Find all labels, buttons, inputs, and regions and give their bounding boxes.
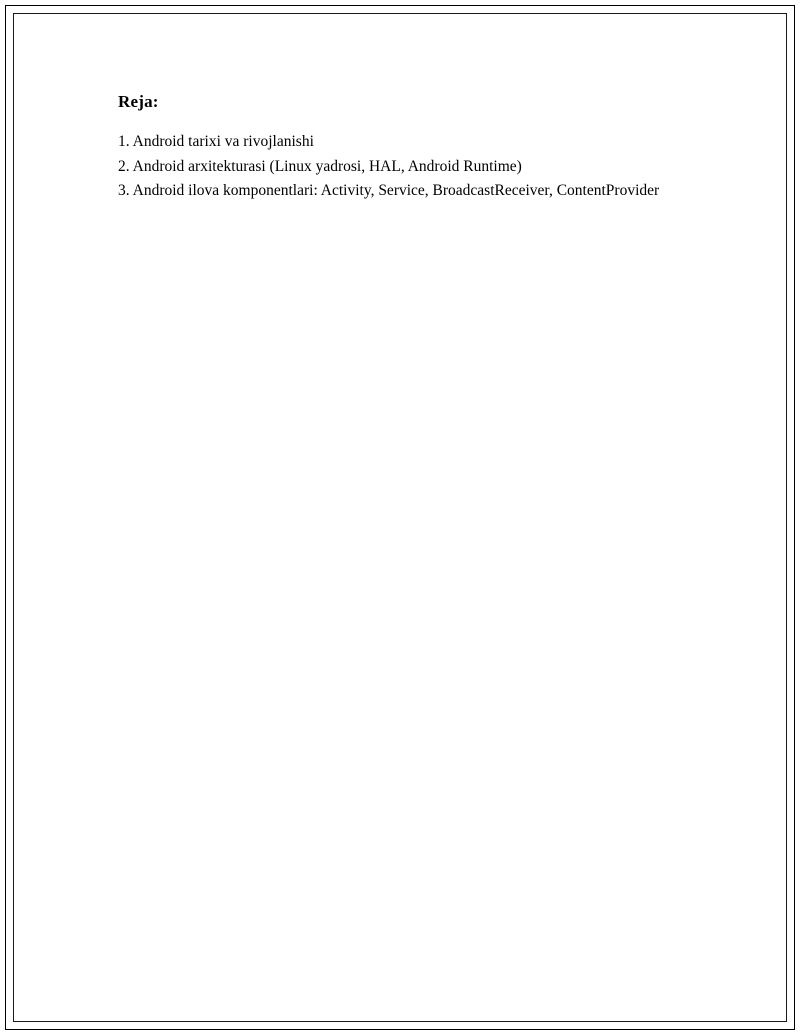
list-item: 2. Android arxitekturasi (Linux yadrosi, HAL, Android Runtime) <box>118 157 522 175</box>
outline-list <box>118 130 678 204</box>
list-item: 1. Android tarixi va rivojlanishi <box>118 133 314 151</box>
list-item: 3. Android ilova komponentlari: Activity, Service, BroadcastReceiver, ContentProvider <box>118 182 660 200</box>
page-title: Reja: <box>118 92 159 111</box>
document-content <box>118 92 678 204</box>
